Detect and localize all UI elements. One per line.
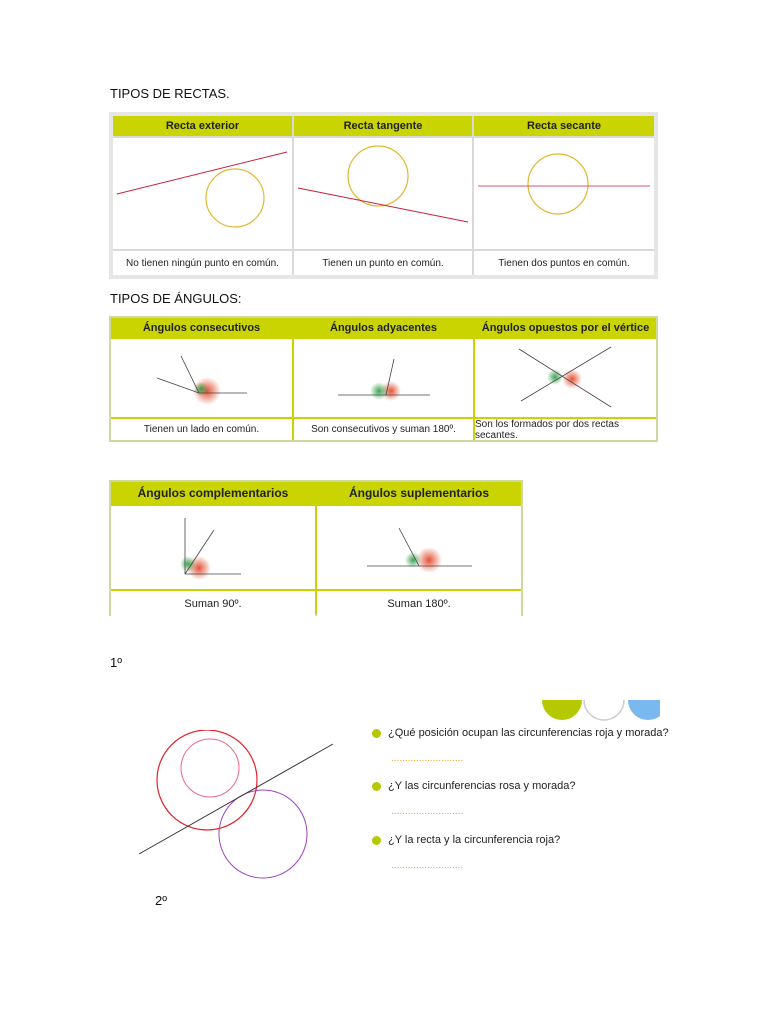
header-angulos-adyacentes: Ángulos adyacentes: [294, 318, 473, 337]
comp-sup-table: [109, 480, 523, 616]
angle-fill-green: [194, 382, 208, 396]
diagram-suplementarios: [317, 506, 521, 589]
question-1-text: ¿Qué posición ocupan las circunferencias roja y morada?: [388, 727, 669, 739]
bullet-icon: [372, 782, 381, 791]
diagram-angulos-adyacentes: [294, 339, 473, 417]
diagram-recta-tangente: [294, 138, 472, 249]
header-recta-secante: Recta secante: [474, 116, 654, 136]
footer-recta-secante: Tienen dos puntos en común.: [474, 251, 654, 275]
heading-tipos-de-angulos: TIPOS DE ÁNGULOS:: [110, 291, 242, 306]
heading-tipos-de-rectas: TIPOS DE RECTAS.: [110, 86, 230, 101]
bullet-icon: [372, 836, 381, 845]
rectas-table: [109, 112, 658, 279]
question-2-text: ¿Y las circunferencias rosa y morada?: [388, 780, 576, 792]
answer-blank-2[interactable]: ..........................: [391, 806, 464, 817]
bullet-icon: [372, 729, 381, 738]
purple-circle: [219, 790, 307, 878]
circles-diagram: [130, 730, 345, 900]
header-recta-exterior: Recta exterior: [113, 116, 292, 136]
line-1: [519, 349, 611, 407]
header-angulos-opuestos: Ángulos opuestos por el vértice: [475, 318, 656, 337]
answer-blank-1[interactable]: ..........................: [391, 753, 464, 764]
angle-fill-red: [562, 369, 582, 389]
angle-fill-green: [370, 382, 388, 400]
diagram-recta-exterior: [113, 138, 292, 249]
gray-dot-icon: [584, 700, 624, 720]
diagram-angulos-opuestos: [475, 339, 656, 417]
diagram-angulos-consecutivos: [111, 339, 292, 417]
footer-angulos-adyacentes: Son consecutivos y suman 180º.: [294, 419, 473, 440]
footer-angulos-consecutivos: Tienen un lado en común.: [111, 419, 292, 440]
question-3-text: ¿Y la recta y la circunferencia roja?: [388, 834, 561, 846]
tangente-circle: [348, 146, 408, 206]
decor-circles: [540, 700, 660, 722]
green-dot-icon: [542, 700, 582, 720]
question-2: [372, 780, 576, 792]
footer-suplementarios: Suman 180º.: [317, 591, 521, 616]
footer-angulos-opuestos: Son los formados por dos rectas secantes.: [475, 419, 656, 440]
footer-recta-tangente: Tienen un punto en común.: [294, 251, 472, 275]
footer-complementarios: Suman 90º.: [111, 591, 315, 616]
line-2: [521, 347, 611, 401]
header-suplementarios: Ángulos suplementarios: [317, 482, 521, 504]
exercise-2-label: 2º: [155, 893, 167, 908]
secante-circle: [528, 154, 588, 214]
diagram-recta-secante: [474, 138, 654, 249]
footer-recta-exterior: No tienen ningún punto en común.: [113, 251, 292, 275]
blue-dot-icon: [628, 700, 660, 720]
angulos-table: [109, 316, 658, 442]
answer-blank-3[interactable]: ..........................: [391, 860, 464, 871]
question-3: [372, 834, 560, 846]
pink-circle: [181, 739, 239, 797]
exterior-circle: [206, 169, 264, 227]
header-recta-tangente: Recta tangente: [294, 116, 472, 136]
question-1: [372, 727, 669, 739]
header-angulos-consecutivos: Ángulos consecutivos: [111, 318, 292, 337]
header-complementarios: Ángulos complementarios: [111, 482, 315, 504]
secant-line: [139, 744, 333, 854]
tangente-line: [298, 188, 468, 222]
diagram-complementarios: [111, 506, 315, 589]
exercise-1-label: 1º: [110, 655, 122, 670]
